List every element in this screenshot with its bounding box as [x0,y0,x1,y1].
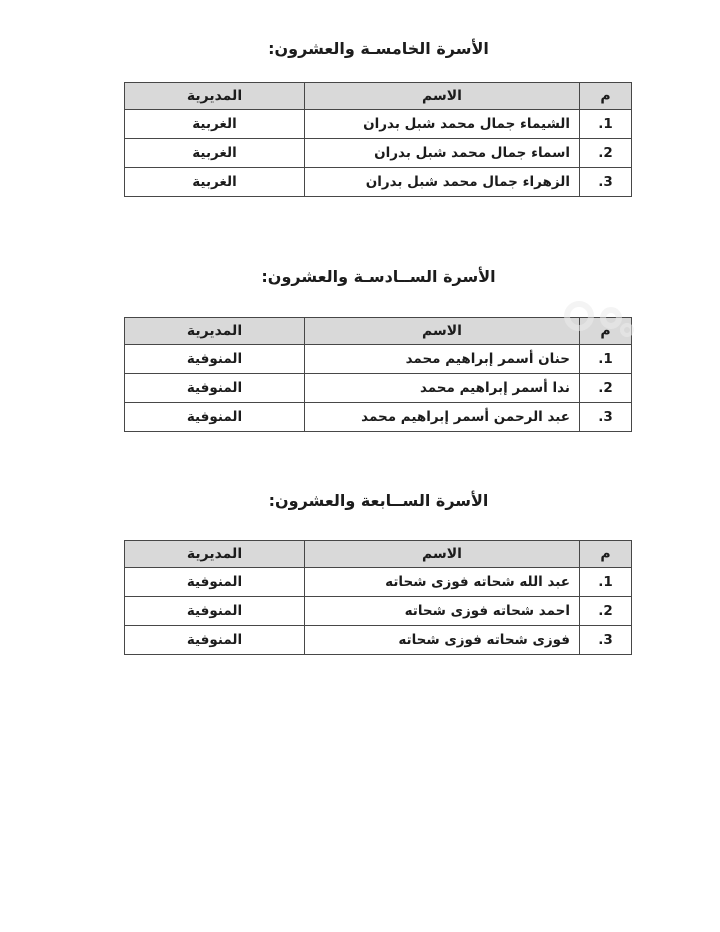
cell-no: 1. [580,345,632,374]
family-26-section [125,264,632,432]
header-name: الاسم [305,318,580,345]
cell-no: 2. [580,139,632,168]
table-row [125,110,632,139]
header-name: الاسم [305,541,580,568]
cell-name: فوزى شحاته فوزى شحاته [305,626,580,655]
table-header-row [125,541,632,568]
cell-no: 2. [580,374,632,403]
cell-name: عبد الله شحاته فوزى شحاته [305,568,580,597]
cell-directorate: المنوفية [125,626,305,655]
document-content [125,0,632,655]
header-directorate: المديرية [125,83,305,110]
table-row [125,374,632,403]
table-header-row [125,318,632,345]
cell-directorate: المنوفية [125,597,305,626]
family-table [124,540,632,655]
table-row [125,139,632,168]
cell-directorate: الغربية [125,168,305,197]
cell-name: الزهراء جمال محمد شبل بدران [305,168,580,197]
cell-no: 1. [580,110,632,139]
header-no: م [580,83,632,110]
header-name: الاسم [305,83,580,110]
table-row [125,345,632,374]
cell-directorate: المنوفية [125,568,305,597]
cell-no: 3. [580,168,632,197]
cell-directorate: الغربية [125,139,305,168]
cell-no: 3. [580,626,632,655]
family-27-section [125,488,632,655]
header-directorate: المديرية [125,541,305,568]
section-title: الأسرة الســادسـة والعشرون: [261,267,496,286]
family-25-section [125,36,632,197]
header-no: م [580,541,632,568]
table-row [125,403,632,432]
section-title: الأسرة الســابعة والعشرون: [268,491,489,510]
section-title: الأسرة الخامسـة والعشرون: [268,39,489,58]
table-row [125,568,632,597]
cell-name: ندا أسمر إبراهيم محمد [305,374,580,403]
cell-no: 3. [580,403,632,432]
header-no: م [580,318,632,345]
table-row [125,626,632,655]
cell-directorate: المنوفية [125,403,305,432]
table-row [125,168,632,197]
family-table [124,82,632,197]
cell-directorate: المنوفية [125,374,305,403]
cell-no: 1. [580,568,632,597]
cell-name: عبد الرحمن أسمر إبراهيم محمد [305,403,580,432]
header-directorate: المديرية [125,318,305,345]
cell-directorate: الغربية [125,110,305,139]
cell-no: 2. [580,597,632,626]
cell-name: اسماء جمال محمد شبل بدران [305,139,580,168]
table-row [125,597,632,626]
cell-name: احمد شحاته فوزى شحاته [305,597,580,626]
cell-name: حنان أسمر إبراهيم محمد [305,345,580,374]
cell-name: الشيماء جمال محمد شبل بدران [305,110,580,139]
family-table [124,317,632,432]
table-header-row [125,83,632,110]
cell-directorate: المنوفية [125,345,305,374]
